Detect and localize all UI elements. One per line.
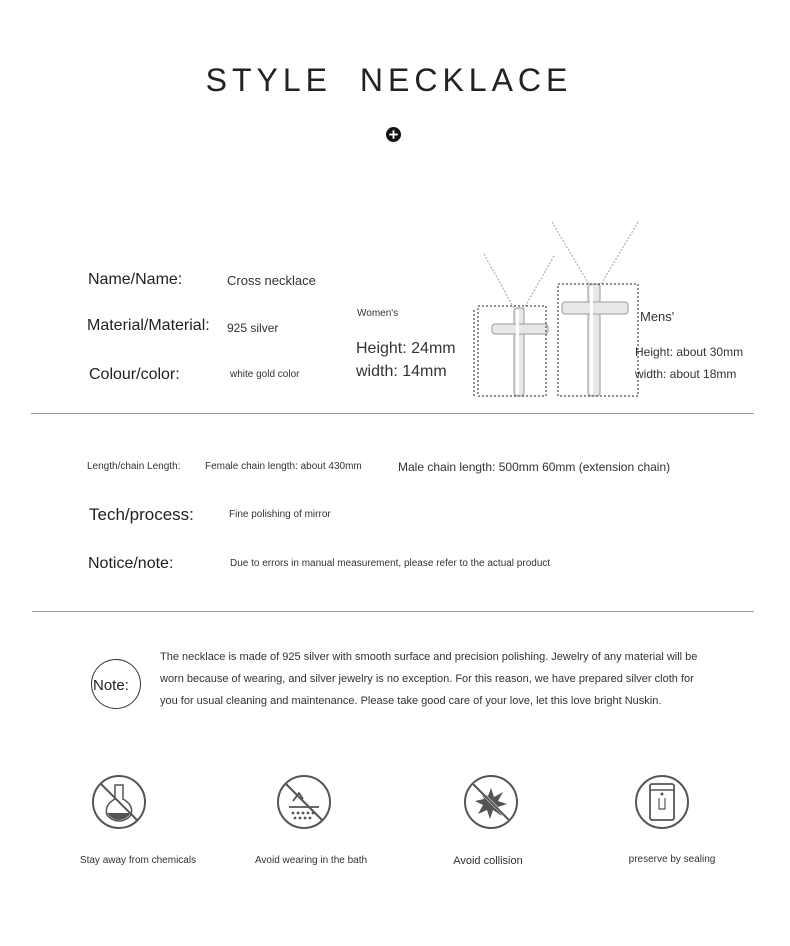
divider: [32, 611, 754, 612]
no-collision-icon: [462, 773, 520, 831]
women-height: Height: 24mm: [356, 340, 456, 357]
name-value: Cross necklace: [227, 273, 316, 288]
cross-pendants-image: [470, 220, 650, 402]
care-label: Avoid collision: [453, 855, 523, 867]
material-value: 925 silver: [227, 321, 279, 335]
divider: [31, 413, 754, 414]
note-line: you for usual cleaning and maintenance. Please take good care of your love, let this love bright Nuskin.: [160, 695, 662, 707]
sealed-bag-icon: [633, 773, 691, 831]
length-label: Length/chain Length:: [87, 461, 181, 472]
no-chemicals-icon: [90, 773, 148, 831]
plus-icon: [386, 127, 401, 142]
note-line: worn because of wearing, and silver jewelry is no exception. For this reason, we have prepared silver cloth for: [160, 673, 694, 685]
men-height: Height: about 30mm: [635, 345, 744, 359]
note-body: [160, 646, 720, 712]
name-label: Name/Name:: [88, 271, 183, 288]
female-chain-length: Female chain length: about 430mm: [205, 461, 362, 472]
male-chain-length: Male chain length: 500mm 60mm (extension chain): [398, 460, 671, 474]
colour-value: white gold color: [230, 369, 300, 380]
no-bath-icon: [275, 773, 333, 831]
material-label: Material/Material:: [87, 317, 210, 334]
notice-label: Notice/note:: [88, 555, 174, 572]
care-label: Stay away from chemicals: [79, 855, 197, 866]
note-line: The necklace is made of 925 silver with smooth surface and precision polishing. Jewelry of any material will be: [160, 651, 698, 663]
colour-label: Colour/color:: [89, 366, 180, 383]
care-label: preserve by sealing: [628, 854, 716, 865]
notice-value: Due to errors in manual measurement, please refer to the actual product: [230, 558, 551, 569]
women-width: width: 14mm: [356, 363, 447, 380]
tech-label: Tech/process:: [89, 505, 194, 524]
women-size-label: Women's: [357, 308, 399, 319]
women-cross-icon: [492, 308, 548, 396]
care-label: Avoid wearing in the bath: [254, 855, 368, 866]
tech-value: Fine polishing of mirror: [229, 509, 331, 520]
note-badge-text: Note:: [93, 677, 129, 694]
men-size-label: Mens': [640, 309, 675, 324]
men-cross-icon: [562, 284, 628, 396]
note-badge: [91, 659, 141, 709]
men-width: width: about 18mm: [635, 367, 737, 381]
page-title: STYLE NECKLACE: [205, 62, 573, 98]
